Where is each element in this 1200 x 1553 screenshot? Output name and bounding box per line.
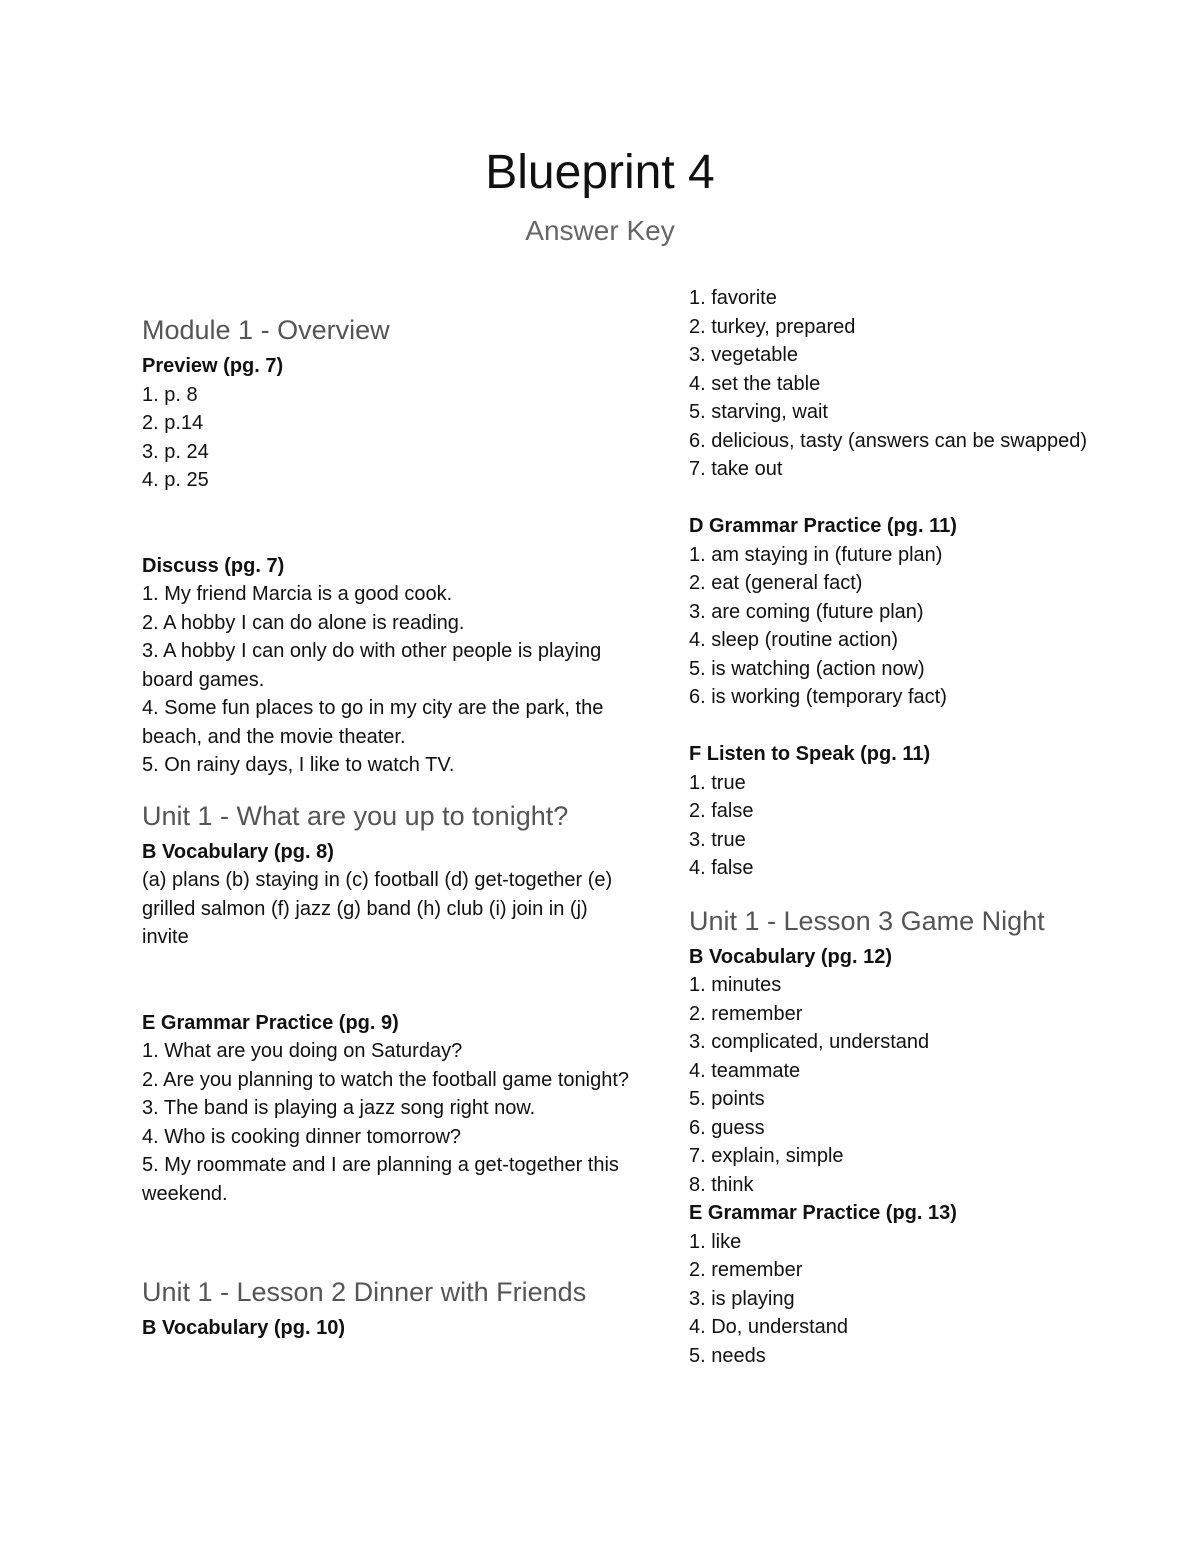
list-item: 2. turkey, prepared: [689, 315, 856, 338]
list-item: 6. delicious, tasty (answers can be swapped): [689, 429, 1087, 452]
list-item: 3. is playing: [689, 1287, 795, 1310]
list-item: 4. set the table: [689, 372, 821, 395]
document-title: Blueprint 4: [485, 146, 715, 199]
list-item: 3. A hobby I can only do with other people is playing board games.: [142, 640, 602, 691]
grammar-label: E Grammar Practice (pg. 9): [142, 1011, 399, 1034]
listen-label: F Listen to Speak (pg. 11): [689, 743, 931, 765]
list-item: 1. am staying in (future plan): [689, 543, 943, 566]
list-item: 3. are coming (future plan): [689, 600, 924, 623]
grammar-label: E Grammar Practice (pg. 13): [689, 1202, 957, 1224]
list-item: 5. points: [689, 1088, 765, 1110]
list-item: 5. is watching (action now): [689, 657, 925, 680]
list-item: 1. minutes: [689, 974, 782, 996]
list-item: 4. teammate: [689, 1059, 801, 1082]
list-item: 7. explain, simple: [689, 1145, 844, 1167]
section-heading-lesson3: Unit 1 - Lesson 3 Game Night: [689, 905, 1045, 936]
list-item: 3. vegetable: [689, 344, 798, 366]
list-item: 4. sleep (routine action): [689, 629, 899, 651]
list-item: 3. The band is playing a jazz song right now.: [142, 1097, 536, 1119]
list-item: 8. think: [689, 1173, 754, 1196]
section-heading-module1: Module 1 - Overview: [142, 315, 390, 345]
list-item: 1. true: [689, 771, 746, 794]
vocab-label: B Vocabulary (pg. 10): [142, 1317, 346, 1339]
list-item: 1. p. 8: [142, 383, 198, 406]
list-item: 4. Who is cooking dinner tomorrow?: [142, 1125, 462, 1148]
list-item: 3. p. 24: [142, 440, 209, 463]
discuss-label: Discuss (pg. 7): [142, 554, 285, 577]
section-heading-unit1: Unit 1 - What are you up to tonight?: [142, 800, 569, 831]
list-item: 2. remember: [689, 1002, 803, 1025]
vocab-label: B Vocabulary (pg. 12): [689, 945, 893, 968]
section-heading-lesson2: Unit 1 - Lesson 2 Dinner with Friends: [142, 1277, 587, 1307]
vocab-label: B Vocabulary (pg. 8): [142, 840, 334, 863]
list-item: 2. A hobby I can do alone is reading.: [142, 611, 465, 634]
list-item: 5. starving, wait: [689, 401, 828, 423]
list-item: 2. eat (general fact): [689, 572, 863, 594]
preview-label: Preview (pg. 7): [142, 355, 284, 377]
list-item: 1. My friend Marcia is a good cook.: [142, 583, 453, 605]
right-column: [689, 284, 1159, 1370]
list-item: 2. false: [689, 800, 754, 822]
list-item: 1. favorite: [689, 287, 777, 309]
document-subtitle: Answer Key: [525, 215, 675, 246]
list-item: 5. On rainy days, I like to watch TV.: [142, 754, 455, 776]
list-item: 4. p. 25: [142, 469, 209, 491]
grammar-label: D Grammar Practice (pg. 11): [689, 515, 957, 537]
list-item: 2. p.14: [142, 412, 204, 434]
left-column: [142, 312, 632, 1343]
list-item: 4. Some fun places to go in my city are the park, the beach, and the movie theater.: [142, 697, 604, 748]
list-item: 2. Are you planning to watch the football game tonight?: [142, 1068, 630, 1091]
list-item: 4. false: [689, 857, 754, 879]
list-item: 7. take out: [689, 458, 783, 480]
list-item: 5. My roommate and I are planning a get-together this weekend.: [142, 1154, 619, 1205]
vocab-text: (a) plans (b) staying in (c) football (d) get-together (e) grilled salmon (f) jazz (g) band (h) club (i) join in (j) invite: [142, 869, 613, 948]
list-item: 5. needs: [689, 1344, 766, 1367]
list-item: 6. is working (temporary fact): [689, 686, 947, 708]
list-item: 6. guess: [689, 1116, 765, 1139]
list-item: 3. true: [689, 828, 746, 851]
list-item: 1. like: [689, 1230, 742, 1253]
list-item: 4. Do, understand: [689, 1316, 848, 1338]
list-item: 1. What are you doing on Saturday?: [142, 1040, 463, 1062]
list-item: 2. remember: [689, 1259, 803, 1281]
list-item: 3. complicated, understand: [689, 1031, 930, 1053]
